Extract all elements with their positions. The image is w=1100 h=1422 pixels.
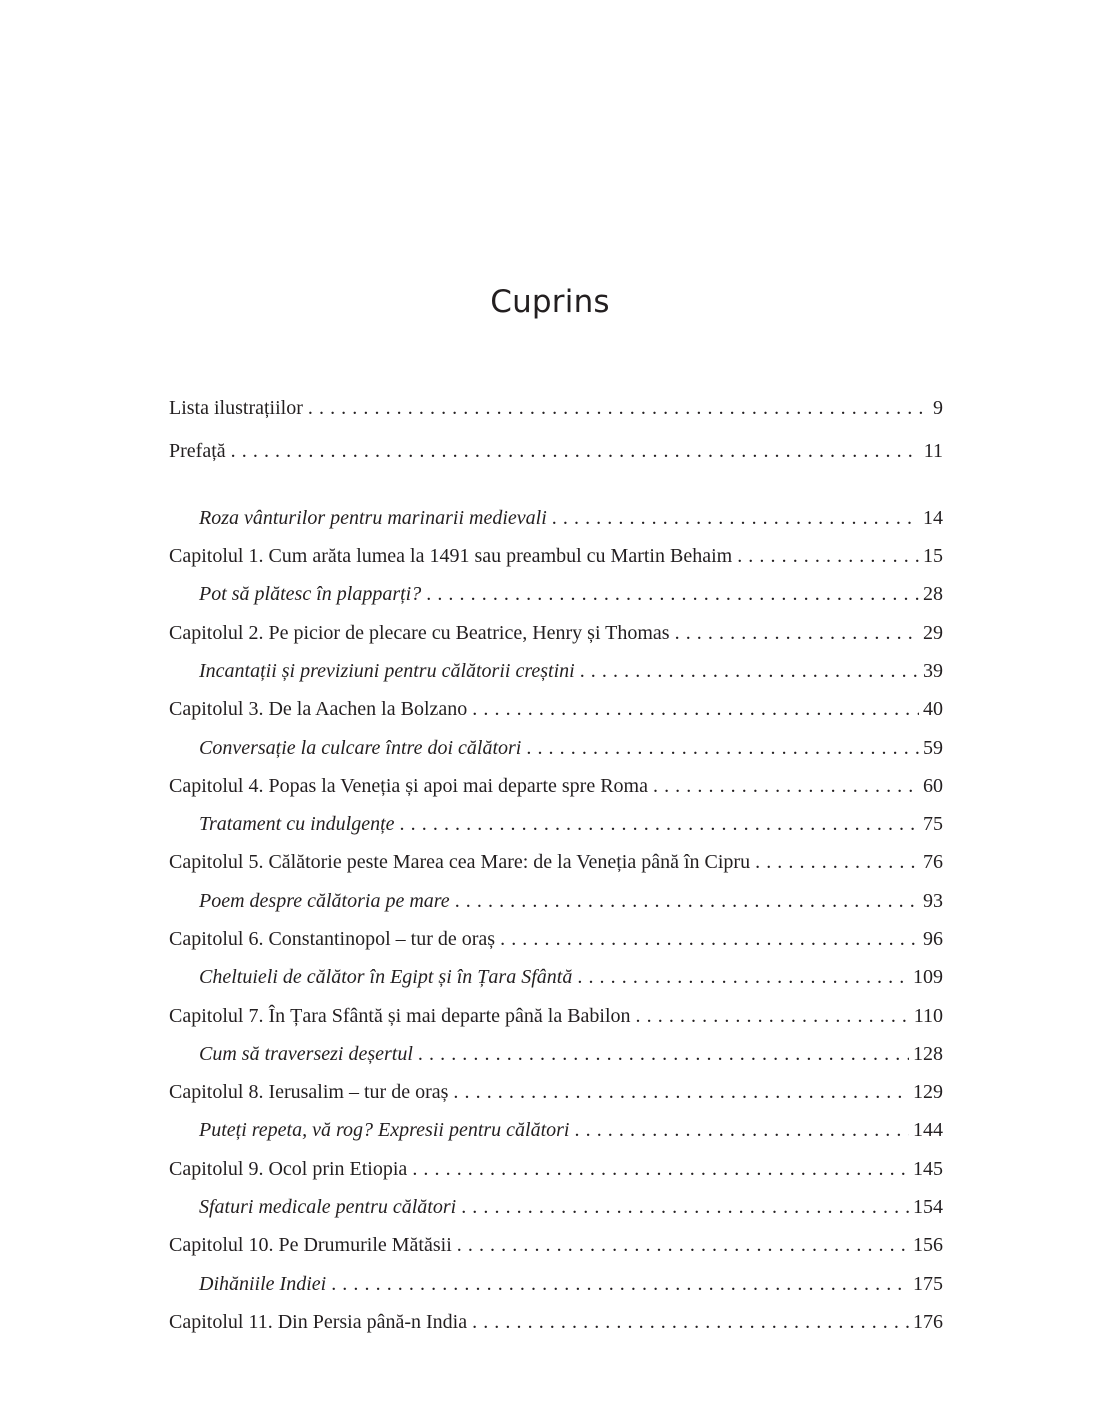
toc-page-number: 11 <box>920 438 943 464</box>
toc-page-number: 175 <box>909 1271 943 1297</box>
toc-page-number: 76 <box>919 849 943 875</box>
toc-dot-leader <box>400 811 919 837</box>
toc-entry-title: Capitolul 11. Din Persia până-n India <box>169 1309 472 1335</box>
toc-page-number: 40 <box>919 696 943 722</box>
toc-page-number: 176 <box>909 1309 943 1335</box>
toc-subsection-entry <box>169 805 943 843</box>
toc-dot-leader <box>461 1194 909 1220</box>
toc-entry-title: Cum să traversezi deșertul <box>199 1041 418 1067</box>
toc-page-number: 59 <box>919 735 943 761</box>
toc-entry-title: Capitolul 4. Popas la Veneția și apoi mai departe spre Roma <box>169 773 653 799</box>
toc-entry-title: Capitolul 10. Pe Drumurile Mătăsii <box>169 1232 457 1258</box>
toc-dot-leader <box>231 438 920 464</box>
toc-entry-title: Lista ilustrațiilor <box>169 395 308 421</box>
toc-dot-leader <box>308 395 929 421</box>
toc-page-number: 96 <box>919 926 943 952</box>
toc-dot-leader <box>455 888 919 914</box>
toc-entry <box>169 1073 943 1111</box>
toc-dot-leader <box>675 620 919 646</box>
toc-page-number: 154 <box>909 1194 943 1220</box>
toc-entry-title: Capitolul 6. Constantinopol – tur de oraș <box>169 926 500 952</box>
toc-subsection-entry <box>169 499 943 537</box>
toc-entry <box>169 690 943 728</box>
toc-page-number: 14 <box>919 505 943 531</box>
toc-dot-leader <box>580 658 919 684</box>
toc-entry-title: Dihăniile Indiei <box>199 1271 331 1297</box>
toc-entry <box>169 1150 943 1188</box>
toc-dot-leader <box>636 1003 910 1029</box>
toc-subsection-entry <box>169 575 943 613</box>
toc-page-number: 93 <box>919 888 943 914</box>
toc-dot-leader <box>653 773 919 799</box>
table-of-contents <box>169 389 943 1341</box>
toc-dot-leader <box>575 1117 910 1143</box>
toc-dot-leader <box>331 1271 909 1297</box>
toc-subsection-entry <box>169 652 943 690</box>
toc-entry <box>169 1303 943 1341</box>
toc-entry-title: Sfaturi medicale pentru călători <box>199 1194 461 1220</box>
toc-entry-title: Prefață <box>169 438 231 464</box>
toc-subsection-entry <box>169 958 943 996</box>
toc-dot-leader <box>472 1309 909 1335</box>
toc-dot-leader <box>500 926 919 952</box>
toc-page-number: 128 <box>909 1041 943 1067</box>
toc-subsection-entry <box>169 1111 943 1149</box>
toc-entry <box>169 1226 943 1264</box>
toc-entry-title: Capitolul 9. Ocol prin Etiopia <box>169 1156 412 1182</box>
toc-entry-title: Puteți repeta, vă rog? Expresii pentru călători <box>199 1117 575 1143</box>
toc-entry-title: Capitolul 7. În Țara Sfântă și mai departe până la Babilon <box>169 1003 636 1029</box>
toc-dot-leader <box>755 849 919 875</box>
toc-page-number: 145 <box>909 1156 943 1182</box>
toc-page-number: 39 <box>919 658 943 684</box>
toc-page-number: 144 <box>909 1117 943 1143</box>
toc-page-number: 60 <box>919 773 943 799</box>
toc-entry-title: Capitolul 5. Călătorie peste Marea cea Mare: de la Veneția până în Cipru <box>169 849 755 875</box>
toc-entry <box>169 432 943 470</box>
toc-page-number: 110 <box>910 1003 943 1029</box>
toc-page-number: 156 <box>909 1232 943 1258</box>
toc-subsection-entry <box>169 882 943 920</box>
toc-dot-leader <box>552 505 919 531</box>
toc-entry-title: Poem despre călătoria pe mare <box>199 888 455 914</box>
toc-page-number: 129 <box>909 1079 943 1105</box>
toc-entry-title: Pot să plătesc în plapparți? <box>199 581 426 607</box>
toc-page-number: 28 <box>919 581 943 607</box>
toc-entry <box>169 767 943 805</box>
toc-subsection-entry <box>169 1035 943 1073</box>
toc-entry-title: Cheltuieli de călător în Egipt și în Țara Sfântă <box>199 964 577 990</box>
toc-subsection-entry <box>169 1265 943 1303</box>
toc-entry-title: Capitolul 2. Pe picior de plecare cu Beatrice, Henry și Thomas <box>169 620 675 646</box>
toc-entry-title: Capitolul 8. Ierusalim – tur de oraș <box>169 1079 453 1105</box>
toc-entry-title: Conversație la culcare între doi călători <box>199 735 526 761</box>
toc-entry <box>169 389 943 427</box>
toc-page-number: 75 <box>919 811 943 837</box>
toc-dot-leader <box>526 735 919 761</box>
toc-entry <box>169 843 943 881</box>
toc-dot-leader <box>418 1041 909 1067</box>
toc-dot-leader <box>453 1079 909 1105</box>
toc-entry-title: Capitolul 1. Cum arăta lumea la 1491 sau preambul cu Martin Behaim <box>169 543 737 569</box>
toc-subsection-entry <box>169 728 943 766</box>
toc-page-number: 9 <box>929 395 943 421</box>
toc-dot-leader <box>472 696 919 722</box>
toc-dot-leader <box>577 964 909 990</box>
toc-entry <box>169 537 943 575</box>
toc-entry-title: Tratament cu indulgențe <box>199 811 400 837</box>
toc-dot-leader <box>426 581 919 607</box>
toc-entry <box>169 613 943 651</box>
toc-entry-title: Capitolul 3. De la Aachen la Bolzano <box>169 696 472 722</box>
toc-dot-leader <box>457 1232 909 1258</box>
toc-entry <box>169 920 943 958</box>
toc-entry-title: Roza vânturilor pentru marinarii medievali <box>199 505 552 531</box>
toc-subsection-entry <box>169 1188 943 1226</box>
page-title: Cuprins <box>490 284 610 320</box>
toc-page-number: 15 <box>919 543 943 569</box>
toc-dot-leader <box>412 1156 909 1182</box>
toc-entry <box>169 996 943 1034</box>
toc-page-number: 29 <box>919 620 943 646</box>
toc-page-number: 109 <box>909 964 943 990</box>
toc-entry-title: Incantații și previziuni pentru călătorii creștini <box>199 658 580 684</box>
toc-dot-leader <box>737 543 919 569</box>
